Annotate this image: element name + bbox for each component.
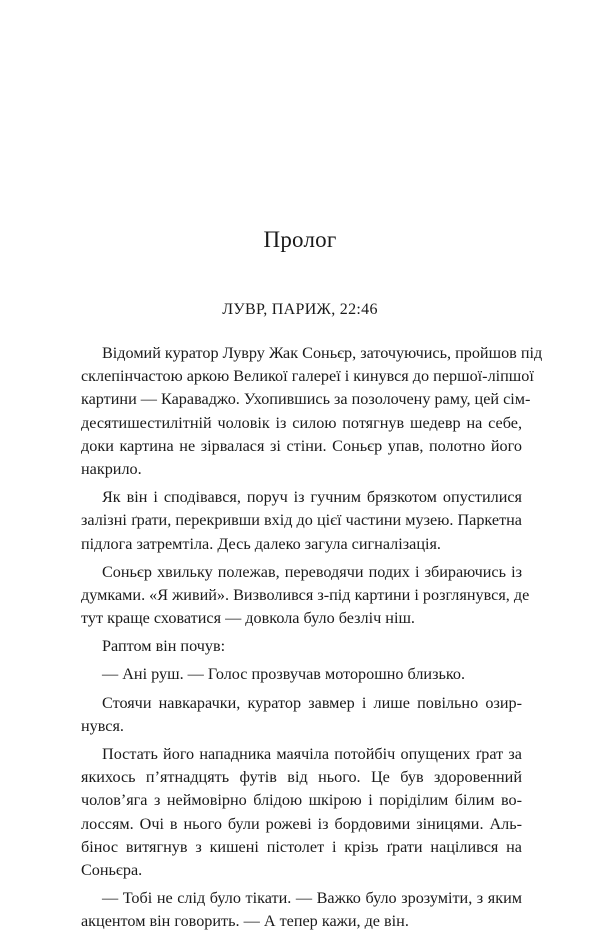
text-line: накрило. [81, 459, 142, 478]
text-line: нувся. [81, 716, 124, 735]
chapter-title: Пролог [263, 227, 337, 252]
text-line: бінос витягнув з кишені пістолет і крізь ґрати націлився на [81, 837, 522, 856]
paragraph [81, 692, 522, 738]
text-line: картини — Караваджо. Ухопившись за позолочену раму, цей сім- [81, 390, 531, 409]
text-line: доки картина не зірвалася зі стіни. Соньєр упав, полотно його [81, 436, 522, 455]
text-line: Раптом він почув: [102, 637, 226, 656]
text-line: Постать його нападника маячіла потойбіч опущених ґрат за [102, 745, 522, 763]
text-line: Стоячи навкарачки, куратор завмер і лише повільно озир- [102, 693, 522, 712]
paragraph [81, 887, 522, 933]
text-line: — Ані руш. — Голос прозвучав моторошно близько. [102, 665, 466, 684]
text-line: десятишестилітній чоловік із силою потягнув шедевр на себе, [81, 413, 522, 432]
text-line: підлога затремтіла. Десь далеко загула сигналізація. [81, 534, 441, 553]
text-line: чолов’яга з неймовірно блідою шкірою і поріділим білим во- [81, 791, 522, 810]
text-line: Соньєр хвильку полежав, переводячи подих і збираючись із [102, 562, 522, 581]
text-line: якихось п’ятнадцять футів від нього. Це був здоровенний [81, 768, 522, 787]
paragraph [81, 743, 522, 882]
paragraph [81, 635, 522, 658]
text-line: лоссям. Очі в нього були рожеві із бордовими зіницями. Аль- [81, 814, 522, 833]
paragraph [81, 561, 530, 631]
text-line: думками. «Я живий». Визволився з-під картини і розглянувся, де [81, 585, 530, 604]
text-line: залізні ґрати, перекривши вхід до цієї частини музею. Паркетна [81, 511, 522, 530]
body-text [81, 342, 543, 939]
text-line: тут краще сховатися — довкола було безліч ніш. [81, 609, 415, 628]
paragraph [81, 486, 522, 556]
paragraph [81, 663, 522, 686]
paragraph [81, 342, 543, 481]
text-line: Соньєра. [81, 860, 143, 879]
text-line: — Тобі не слід було тікати. — Важко було зрозуміти, з яким [102, 889, 522, 908]
text-line: склепінчастою аркою Великої галереї і кинувся до першої-ліпшої [81, 367, 534, 386]
text-line: акцентом він говорить. — А тепер кажи, де він. [81, 912, 409, 931]
text-line: Як він і сподівався, поруч із гучним брязкотом опустилися [102, 488, 522, 507]
dateline: ЛУВР, ПАРИЖ, 22:46 [222, 301, 378, 318]
text-line: Відомий куратор Лувру Жак Соньєр, заточуючись, пройшов під [102, 344, 543, 362]
